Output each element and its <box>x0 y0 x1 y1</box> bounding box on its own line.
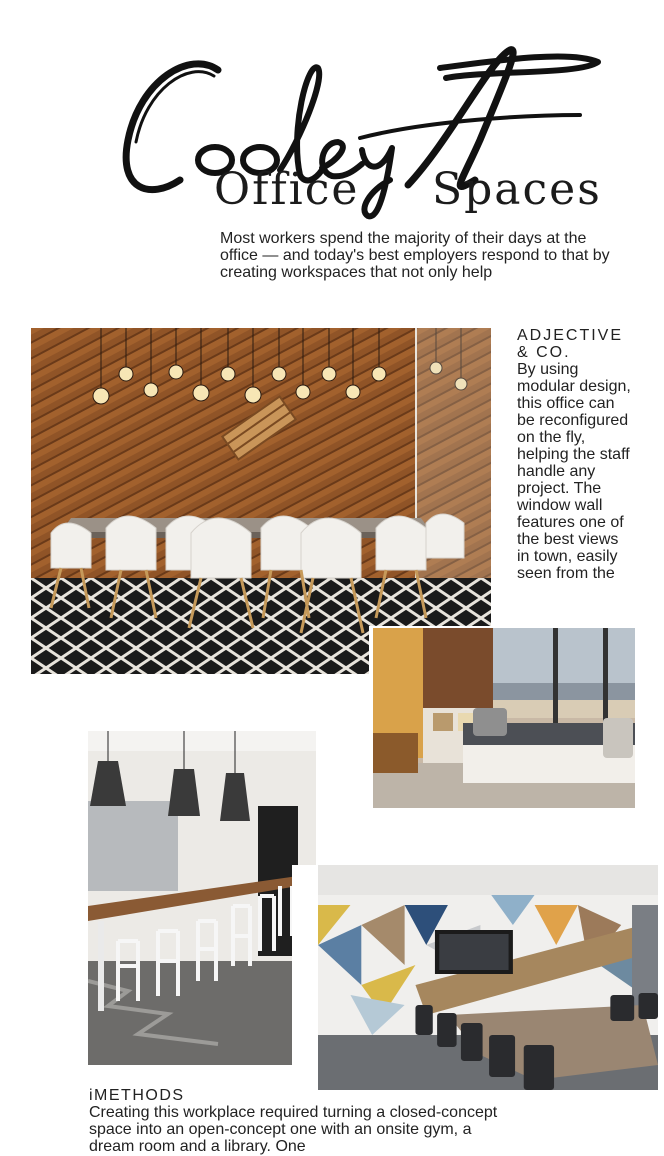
bar-table-photo <box>88 731 316 1065</box>
boardroom-photo <box>31 328 491 674</box>
article-adjective <box>517 327 635 603</box>
article-imethods-body: Creating this workplace required turning a closed-concept space into an open-concept one with an onsite gym, a dream room and a library. One <box>89 1104 498 1155</box>
conference-room-photo <box>292 865 658 1090</box>
article-adjective-body: By using modular design, this office can be reconfigured on the fly, helping the staff handle any project. The window wall features one of the best views in town, easily seen from the <box>517 361 631 582</box>
masthead-subtitle <box>214 164 614 220</box>
subtitle-office: Office <box>214 164 360 215</box>
subtitle-spaces: Spaces <box>432 164 602 215</box>
article-imethods <box>89 1087 519 1156</box>
intro-paragraph: Most workers spend the majority of their days at the office — and today's best employers respond to that by creating workspaces that not only help <box>220 230 610 281</box>
article-adjective-title: ADJECTIVE & CO. <box>517 327 624 361</box>
window-lounge-photo <box>369 626 635 808</box>
article-imethods-title: iMETHODS <box>89 1087 185 1104</box>
